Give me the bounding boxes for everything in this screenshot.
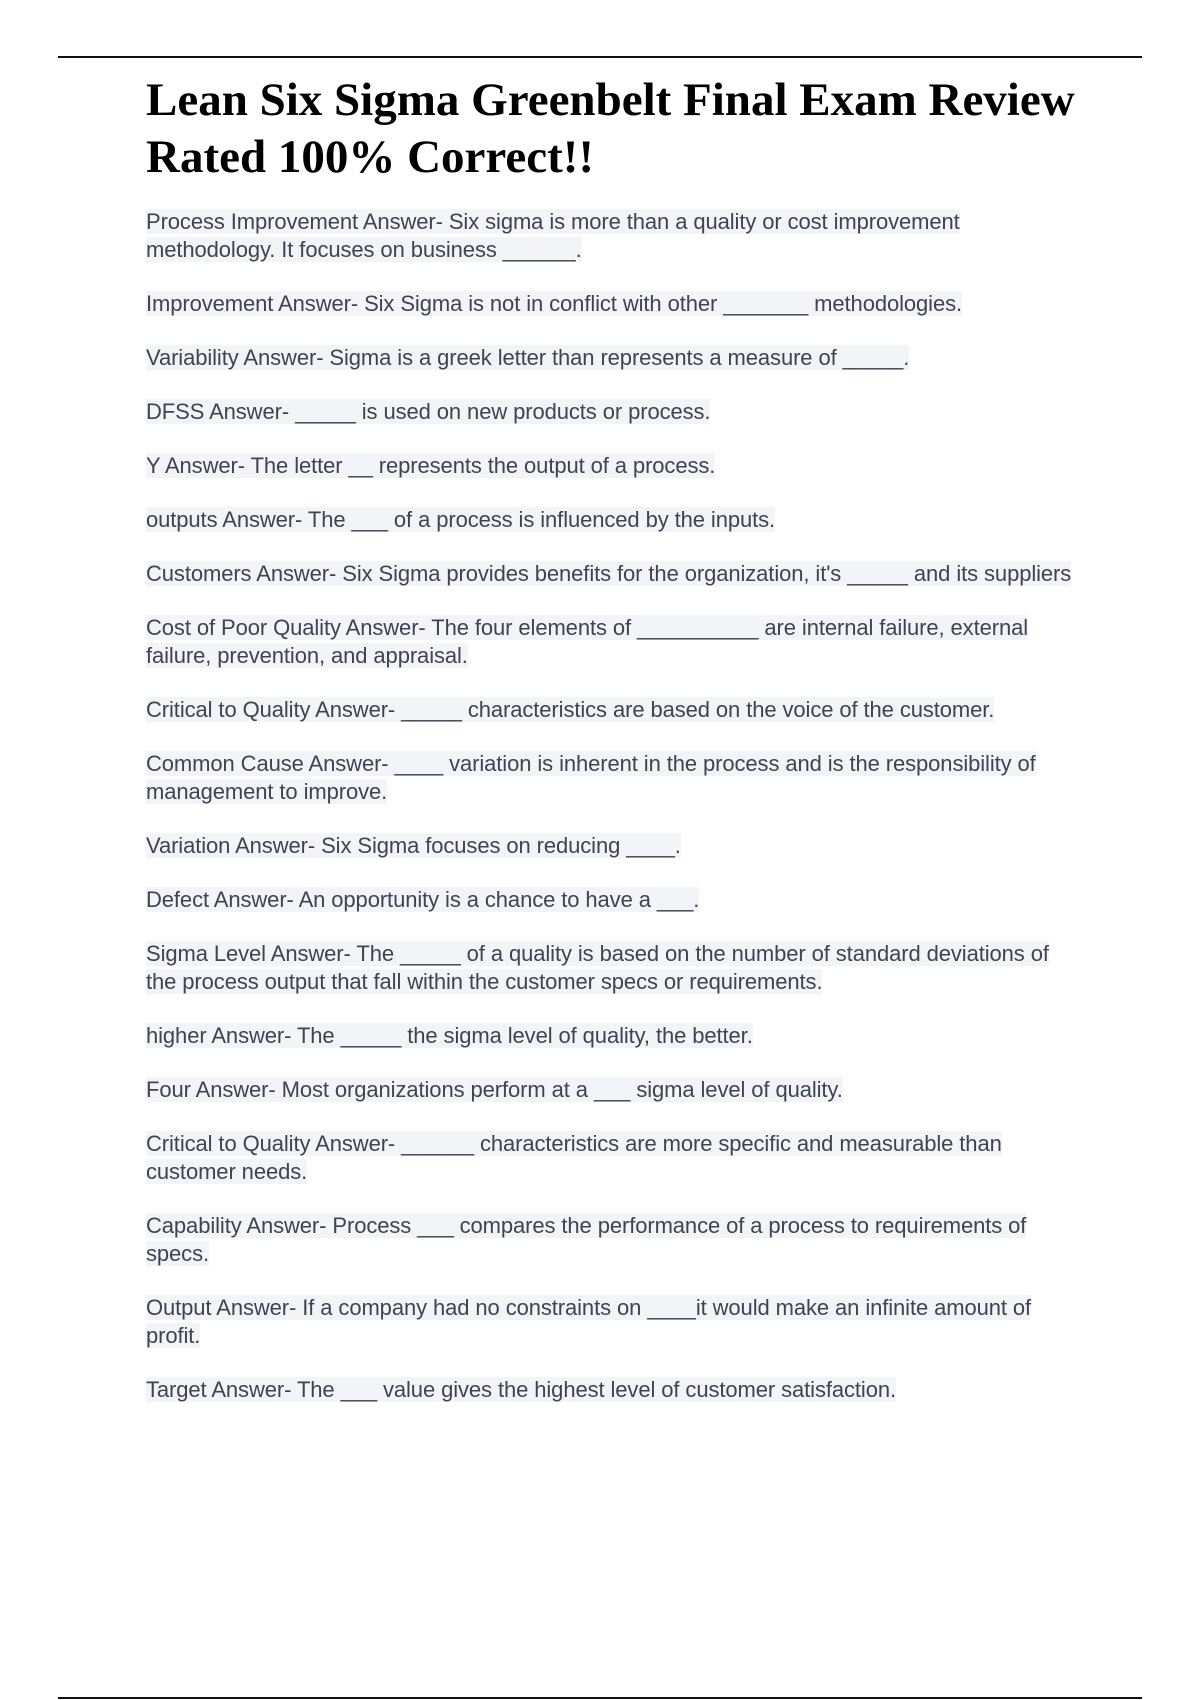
qa-text: Capability Answer- Process ___ compares the performance of a process to requirements of specs. bbox=[146, 1213, 1027, 1266]
qa-text: higher Answer- The _____ the sigma level of quality, the better. bbox=[146, 1023, 753, 1048]
document-page bbox=[146, 72, 1076, 1430]
qa-text: Target Answer- The ___ value gives the highest level of customer satisfaction. bbox=[146, 1377, 896, 1402]
qa-text: Critical to Quality Answer- _____ characteristics are based on the voice of the customer. bbox=[146, 697, 995, 722]
qa-text: Critical to Quality Answer- ______ characteristics are more specific and measurable than customer needs. bbox=[146, 1131, 1002, 1184]
qa-text: Variation Answer- Six Sigma focuses on reducing ____. bbox=[146, 833, 681, 858]
qa-item bbox=[146, 208, 1076, 264]
qa-item bbox=[146, 560, 1076, 588]
qa-text: Four Answer- Most organizations perform at a ___ sigma level of quality. bbox=[146, 1077, 843, 1102]
qa-list bbox=[146, 208, 1076, 1404]
qa-text: Sigma Level Answer- The _____ of a quality is based on the number of standard deviations of the process output that fall within the customer specs or requirements. bbox=[146, 941, 1049, 994]
bottom-divider bbox=[58, 1697, 1142, 1699]
qa-item bbox=[146, 940, 1076, 996]
qa-item bbox=[146, 398, 1076, 426]
document-title: Lean Six Sigma Greenbelt Final Exam Review Rated 100% Correct!! bbox=[146, 74, 1075, 183]
qa-item bbox=[146, 290, 1076, 318]
qa-item bbox=[146, 1294, 1076, 1350]
qa-item bbox=[146, 1130, 1076, 1186]
qa-item bbox=[146, 344, 1076, 372]
top-divider bbox=[58, 56, 1142, 58]
qa-text: Output Answer- If a company had no constraints on ____it would make an infinite amount of profit. bbox=[146, 1295, 1032, 1348]
qa-text: Customers Answer- Six Sigma provides benefits for the organization, it's _____ and its suppliers bbox=[146, 561, 1072, 586]
qa-item bbox=[146, 696, 1076, 724]
qa-text: Variability Answer- Sigma is a greek letter than represents a measure of _____. bbox=[146, 345, 910, 370]
qa-text: outputs Answer- The ___ of a process is influenced by the inputs. bbox=[146, 507, 776, 532]
qa-item bbox=[146, 750, 1076, 806]
qa-item bbox=[146, 1022, 1076, 1050]
qa-text: DFSS Answer- _____ is used on new products or process. bbox=[146, 399, 711, 424]
qa-text: Process Improvement Answer- Six sigma is more than a quality or cost improvement methodology. It focuses on business ______. bbox=[146, 209, 960, 262]
qa-text: Cost of Poor Quality Answer- The four elements of __________ are internal failure, external failure, prevention, and appraisal. bbox=[146, 615, 1028, 668]
qa-item bbox=[146, 832, 1076, 860]
qa-text: Common Cause Answer- ____ variation is inherent in the process and is the responsibility of management to improve. bbox=[146, 751, 1036, 804]
qa-item bbox=[146, 1212, 1076, 1268]
qa-item bbox=[146, 1376, 1076, 1404]
qa-text: Defect Answer- An opportunity is a chance to have a ___. bbox=[146, 887, 700, 912]
qa-item bbox=[146, 452, 1076, 480]
qa-item bbox=[146, 506, 1076, 534]
qa-item bbox=[146, 614, 1076, 670]
qa-text: Y Answer- The letter __ represents the output of a process. bbox=[146, 453, 716, 478]
qa-item bbox=[146, 1076, 1076, 1104]
qa-text: Improvement Answer- Six Sigma is not in conflict with other _______ methodologies. bbox=[146, 291, 962, 316]
qa-item bbox=[146, 886, 1076, 914]
